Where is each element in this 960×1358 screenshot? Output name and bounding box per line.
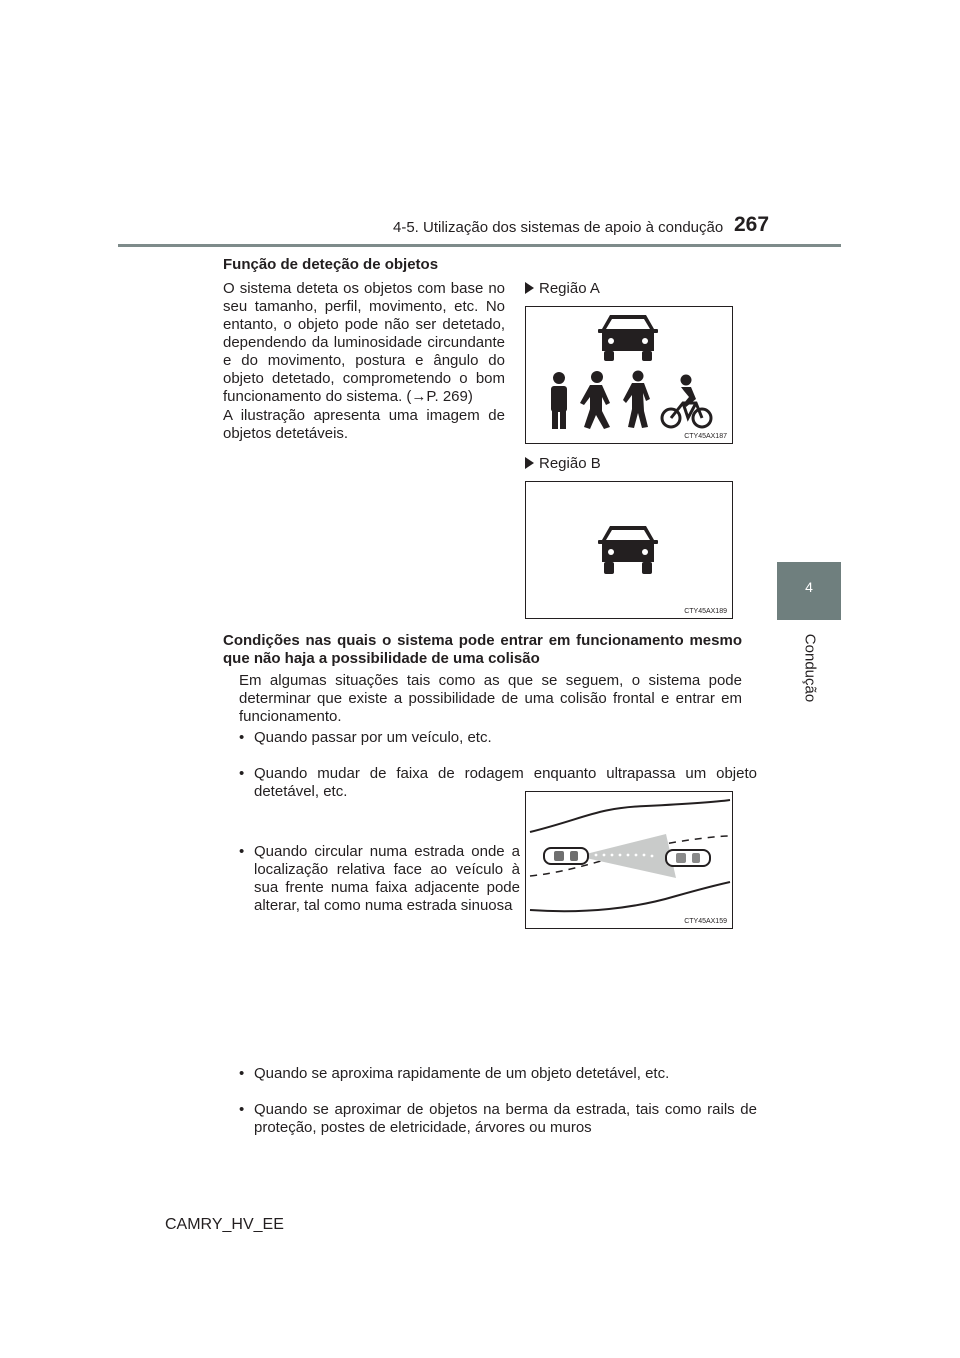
car-icon <box>598 315 658 361</box>
pedestrian-walking-icon <box>580 371 610 429</box>
model-code: CAMRY_HV_EE <box>165 1216 284 1233</box>
conditions-heading: Condições nas quais o sistema pode entrar em funcionamento mesmo que não haja a possibilidade de uma colisão <box>223 632 742 667</box>
pedestrian-standing-icon <box>551 372 567 429</box>
region-a-illustration <box>526 307 734 445</box>
list-item: • Quando se aproxima rapidamente de um objeto detetável, etc. <box>239 1065 670 1082</box>
object-detection-heading: Função de deteção de objetos <box>223 256 439 273</box>
list-item: • Quando se aproximar de objetos na berma da estrada, tais como rails de proteção, postes de eletricidade, árvores ou muros <box>239 1101 757 1136</box>
chapter-title: Condução <box>801 633 819 703</box>
cyclist-icon <box>662 403 711 427</box>
conditions-intro: Em algumas situações tais como as que se seguem, o sistema pode determinar que existe a possibilidade de uma colisão frontal e entrar em funcionamento. <box>239 672 742 725</box>
list-item: • Quando mudar de faixa de rodagem enquanto ultrapassa um objeto detetável, etc. <box>239 765 757 800</box>
region-b-label: Região B <box>525 455 601 472</box>
car-icon <box>598 526 658 574</box>
pedestrian-child-icon <box>623 371 650 429</box>
region-a-figure <box>525 306 733 444</box>
header-divider <box>118 244 841 247</box>
vehicle-ahead-icon <box>666 850 710 866</box>
region-b-figure <box>525 481 733 619</box>
list-item: • Quando passar por um veículo, etc. <box>239 729 492 746</box>
curved-road-illustration <box>526 792 734 930</box>
figure-code: CTY45AX189 <box>684 608 727 615</box>
list-item: • Quando circular numa estrada onde a localização relativa face ao veículo à sua frente numa faixa adjacente pode alterar, tal como numa estrada sinuosa <box>239 843 520 914</box>
triangle-bullet-icon <box>525 282 534 294</box>
object-detection-paragraph: O sistema deteta os objetos com base no seu tamanho, perfil, movimento, etc. No entanto, o objeto pode não ser detetado, dependendo da luminosidade circundante e do movimento, postura e ângulo do objeto detetado, comprometendo o bom funcionamento do sistema. (→P. 269) <box>223 280 505 405</box>
road-edge-bottom <box>530 882 730 911</box>
section-title: 4-5. Utilização dos sistemas de apoio à condução <box>393 219 724 236</box>
region-b-illustration <box>526 482 734 620</box>
own-vehicle-icon <box>544 848 588 864</box>
chapter-number: 4 <box>805 579 813 595</box>
chapter-tab-number[interactable] <box>777 562 841 620</box>
chapter-tab-label[interactable] <box>777 620 841 717</box>
triangle-bullet-icon <box>525 457 534 469</box>
curved-road-figure <box>525 791 733 929</box>
figure-code: CTY45AX159 <box>684 918 727 925</box>
road-edge-top <box>530 800 730 832</box>
illustration-note: A ilustração apresenta uma imagem de objetos detetáveis. <box>223 407 505 442</box>
page-number: 267 <box>734 213 770 236</box>
figure-code: CTY45AX187 <box>684 433 727 440</box>
radar-cone <box>586 834 676 878</box>
region-a-label: Região A <box>525 280 600 297</box>
